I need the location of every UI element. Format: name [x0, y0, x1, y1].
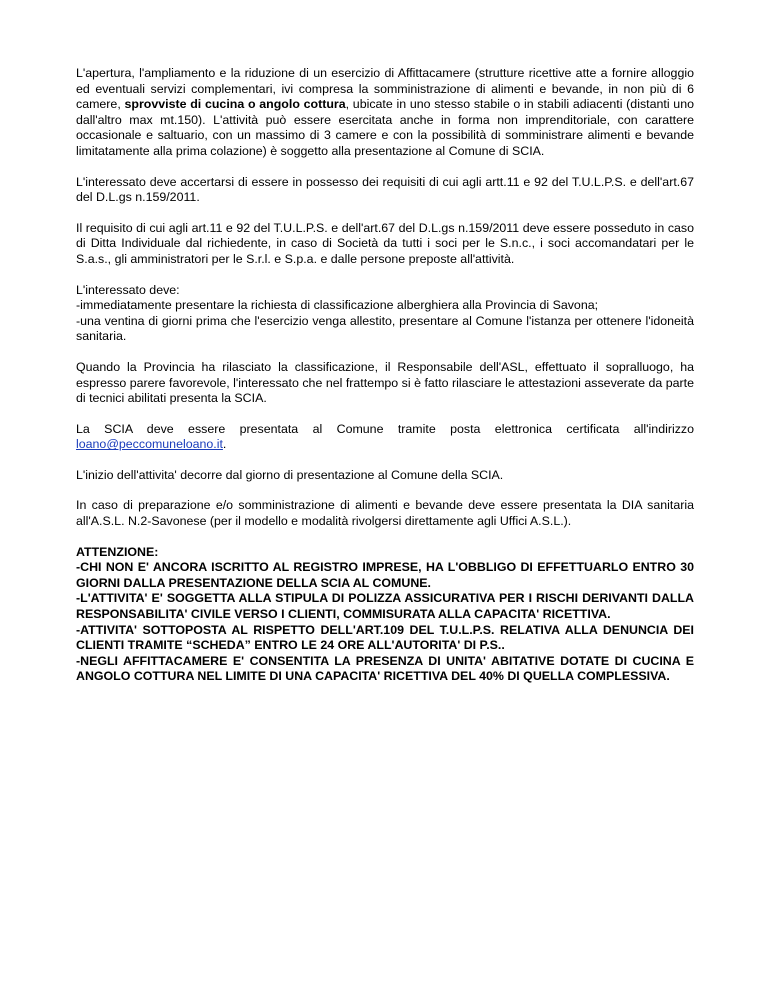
paragraph-activity-start: L'inizio dell'attivita' decorre dal giorno di presentazione al Comune della SCIA.	[76, 467, 504, 482]
paragraph-opening-requirements	[76, 66, 694, 160]
document-body	[76, 66, 694, 700]
attention-item-art109: -ATTIVITA' SOTTOPOSTA AL RISPETTO DELL'ART.109 DEL T.U.L.P.S. RELATIVA ALLA DENUNCIA DEI CLIENTI TRAMITE “SCHEDA” ENTRO LE 24 ORE ALL'AUTORITA' DI P.S..	[76, 622, 694, 653]
paragraph-requirement-holders: Il requisito di cui agli art.11 e 92 del T.U.L.P.S. e dell'art.67 del D.L.gs n.159/2011 deve essere posseduto in caso di Ditta Individuale dal richiedente, in caso di Società da tutti i soci per le S.n.c., i soci accomandatari per le S.a.s., gli amministratori per le S.r.l. e S.p.a. e dalle persone preposte all'attività.	[76, 220, 694, 266]
scia-submission-text: La SCIA deve essere presentata al Comune tramite posta elettronica certificata all'indirizzo	[76, 421, 694, 436]
scia-submission-end: .	[222, 437, 227, 452]
attention-item-polizza: -L'ATTIVITA' E' SOGGETTA ALLA STIPULA DI POLIZZA ASSICURATIVA PER I RISCHI DERIVANTI DALLA RESPONSABILITA' CIVILE VERSO I CLIENTI, COMMISURATA ALLA CAPACITA' RICETTIVA.	[76, 591, 694, 622]
paragraph-province-classification: Quando la Provincia ha rilasciato la classificazione, il Responsabile dell'ASL, effettuato il sopralluogo, ha espresso parere favorevole, l'interessato che nel frattempo si è fatto rilasciare le attestazioni asseverate da parte di tecnici abilitati presenta la SCIA.	[76, 359, 694, 406]
attention-item-cucina: -NEGLI AFFITTACAMERE E' CONSENTITA LA PRESENZA DI UNITA' ABITATIVE DOTATE DI CUCINA E ANGOLO COTTURA NEL LIMITE DI UNA CAPACITA' RICETTIVA DEL 40% DI QUELLA COMPLESSIVA.	[76, 653, 694, 684]
obligation-item-sanitary: -una ventina di giorni prima che l'esercizio venga allestito, presentare al Comune l'istanza per ottenere l'idoneità sanitaria.	[76, 313, 694, 344]
paragraph-1-bold-kitchen: sprovviste di cucina o angolo cottura	[124, 97, 346, 112]
paragraph-requirements-check: L'interessato deve accertarsi di essere in possesso dei requisiti di cui agli artt.11 e 92 del T.U.L.P.S. e dell'art.67 del D.L.gs n.159/2011.	[76, 174, 694, 205]
paragraph-obligations	[76, 283, 694, 345]
paragraph-sanitary-dia: In caso di preparazione e/o somministrazione di alimenti e bevande deve essere presentata la DIA sanitaria all'A.S.L. N.2-Savonese (per il modello e modalità rivolgersi direttamente agli Uffici A.S.L.).	[76, 498, 694, 529]
paragraph-scia-submission	[76, 422, 694, 453]
attention-item-registro-imprese: -CHI NON E' ANCORA ISCRITTO AL REGISTRO IMPRESE, HA L'OBBLIGO DI EFFETTUARLO ENTRO 30 GIORNI DALLA PRESENTAZIONE DELLA SCIA AL COMUNE.	[76, 560, 694, 590]
paragraph-1-text-b: , ubicate in uno stesso stabile o in stabili adiacenti (distanti uno dall'altro max mt.150). L'attività può essere esercitata anche in forma non imprenditoriale, con carattere occasionale e saltuario, con un massimo di 3 camere e con la possibilità di somministrare alimenti e bevande limitatamente alla prima colazione) è soggetto alla presentazione al Comune di SCIA.	[76, 97, 694, 158]
pec-email-link[interactable]: loano@peccomuneloano.it	[76, 437, 223, 452]
paragraph-1-text-a: L'apertura, l'ampliamento e la riduzione di un esercizio di Affittacamere (strutture ricettive atte a fornire alloggio ed eventuali servizi complementari, ivi compresa la somministrazione di alimenti e bevande, in non più di 6 camere,	[76, 66, 694, 112]
attention-section	[76, 545, 694, 685]
obligations-intro: L'interessato deve:	[76, 282, 180, 297]
attention-title: ATTENZIONE:	[76, 544, 159, 559]
obligation-item-classification: -immediatamente presentare la richiesta di classificazione alberghiera alla Provincia di Savona;	[76, 298, 599, 313]
